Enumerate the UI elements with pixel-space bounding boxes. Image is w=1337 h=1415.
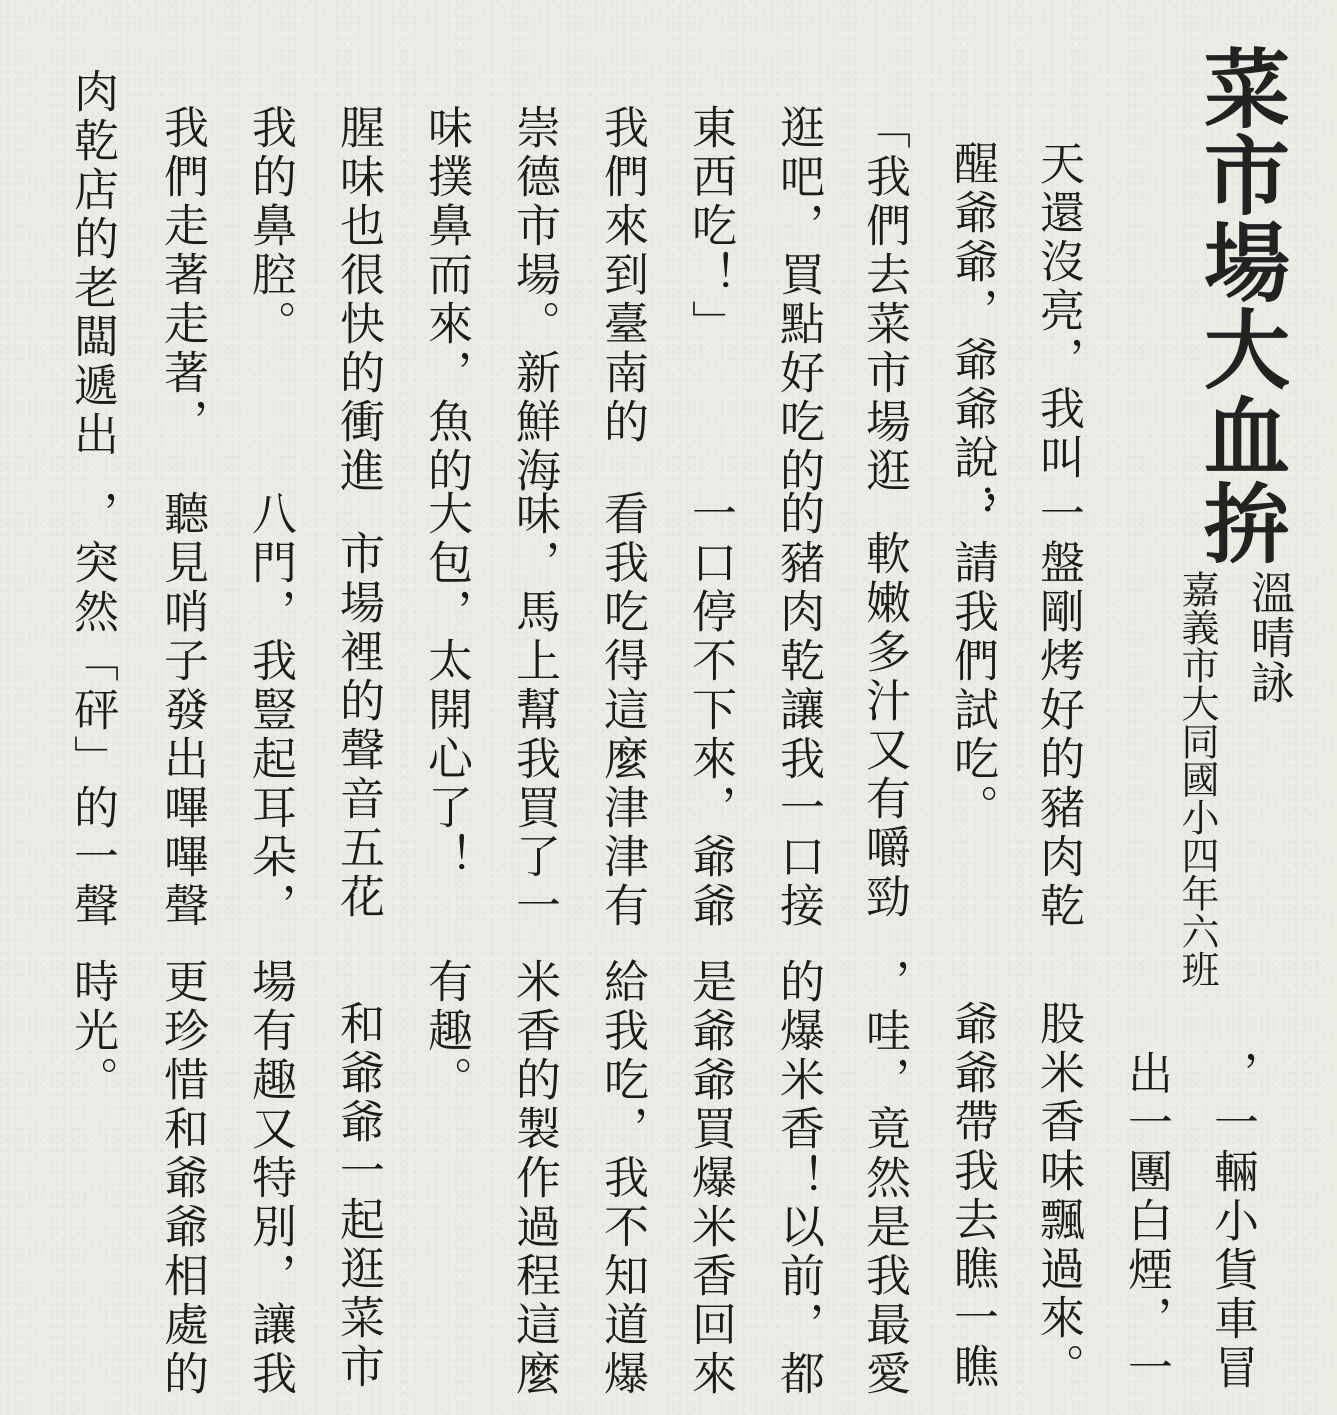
text-column: 看我吃得這麼津津有 [596, 490, 649, 931]
author-school: 嘉義市大同國小四年六班 [1175, 570, 1219, 988]
text-column: 給我吃，我不知道爆 [596, 958, 649, 1399]
text-column: ，請我們試吃。 [946, 490, 999, 833]
text-column: 八門，我豎起耳朵， [244, 490, 297, 931]
text-column: ，突然「砰」的一聲 [66, 490, 119, 931]
text-column: 天還沒亮，我叫 [1032, 140, 1085, 483]
text-column: 肉乾店的老闆遞出 [66, 68, 119, 460]
text-column: 逛吧，買點好吃的 [772, 104, 825, 496]
text-column: 有趣。 [420, 958, 473, 1105]
text-column: 大包，太開心了！ [420, 490, 473, 882]
text-column: 的豬肉乾讓我一口接 [772, 490, 825, 931]
text-column: 和爺爺一起逛菜市 [332, 1000, 385, 1392]
article-title: 菜市場大血拚 [1189, 44, 1290, 566]
text-column: 更珍惜和爺爺相處的 [156, 958, 209, 1399]
text-column: 聽見哨子發出嗶嗶聲 [156, 490, 209, 931]
text-column: 崇德市場。新鮮海 [508, 104, 561, 496]
text-column: ，哇，竟然是我最愛 [858, 958, 911, 1399]
text-column: 一口停不下來，爺爺 [684, 490, 737, 931]
text-column: 我的鼻腔。 [244, 104, 297, 349]
text-column: 爺爺帶我去瞧一瞧 [946, 1000, 999, 1392]
text-column: 場有趣又特別，讓我 [244, 958, 297, 1399]
text-column: ，一輛小貨車冒 [1206, 1050, 1259, 1393]
text-column: 東西吃！」 [684, 104, 737, 349]
text-column: 味撲鼻而來，魚的 [420, 104, 473, 496]
text-column: 時光。 [66, 958, 119, 1105]
author-name: 溫晴詠 [1243, 570, 1294, 705]
text-column: 米香的製作過程這麼 [508, 958, 561, 1399]
text-column: 出一團白煙，一 [1120, 1050, 1173, 1393]
text-column: 市場裡的聲音五花 [332, 530, 385, 922]
text-column: 軟嫩多汁又有嚼勁 [858, 530, 911, 922]
text-column: 醒爺爺，爺爺說： [946, 140, 999, 532]
text-column: 我們來到臺南的 [596, 104, 649, 447]
text-column: 我們走著走著， [156, 104, 209, 447]
text-column: 是爺爺買爆米香回來 [684, 958, 737, 1399]
text-column: 的爆米香！以前，都 [772, 958, 825, 1399]
text-column: 股米香味飄過來。 [1032, 1000, 1085, 1392]
text-column: 味，馬上幫我買了一 [508, 490, 561, 931]
text-column: 「我們去菜市場逛 [858, 104, 911, 496]
text-column: 一盤剛烤好的豬肉乾 [1032, 490, 1085, 931]
text-column: 腥味也很快的衝進 [332, 104, 385, 496]
